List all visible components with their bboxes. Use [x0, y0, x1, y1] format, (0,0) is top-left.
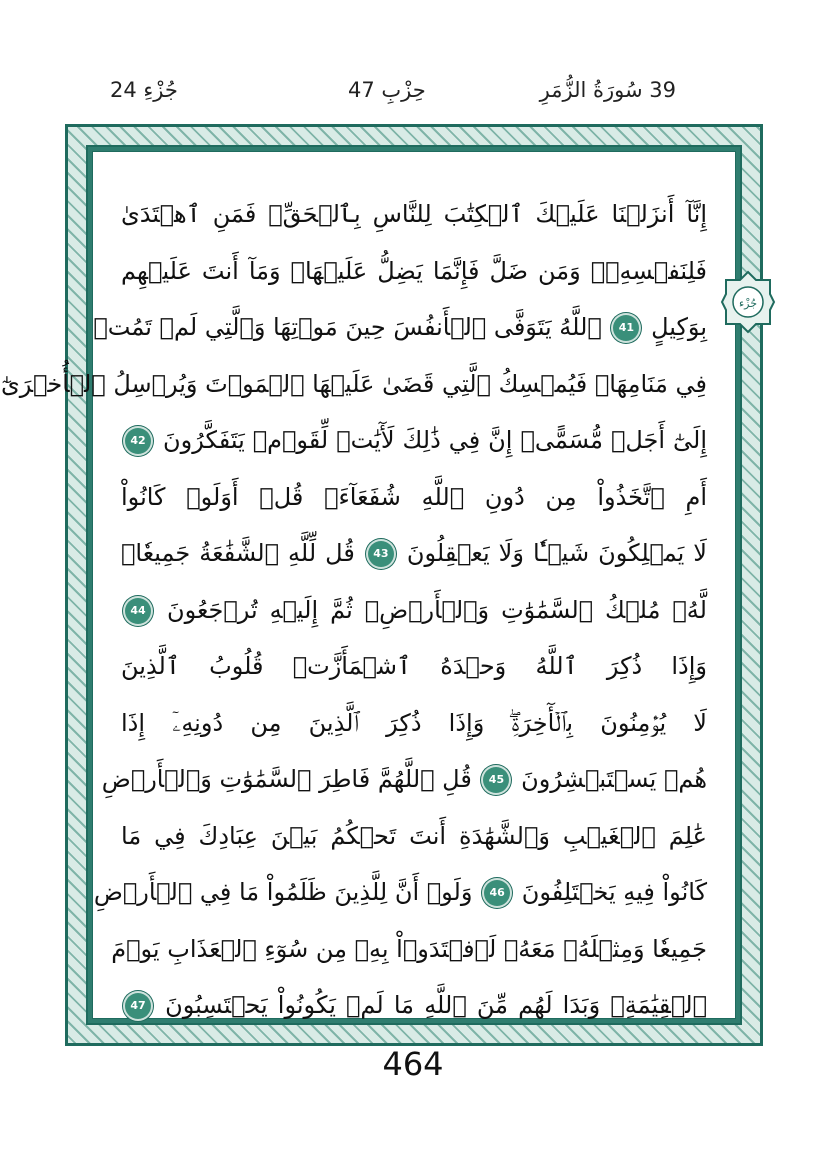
ayah-number-marker: 41	[613, 315, 639, 341]
ayah-number-marker: 43	[368, 541, 394, 567]
line-text-continued: ٱللَّهُ يَتَوَفَّى ٱلۡأَنفُسَ حِينَ مَوۡتِهَا وَٱلَّتِي لَمۡ تَمُتۡ	[93, 313, 602, 341]
quran-line	[121, 469, 707, 525]
line-text: هُمۡ يَسۡتَبۡشِرُونَ	[521, 765, 707, 793]
quran-line	[121, 638, 707, 694]
line-text: عَٰلِمَ ٱلۡغَيۡبِ وَٱلشَّهَٰدَةِ أَنتَ تَحۡكُمُ بَيۡنَ عِبَادِكَ فِي مَا	[121, 821, 707, 850]
line-text-continued: قُل لِّلَّهِ ٱلشَّفَٰعَةُ جَمِيعٗاۖ	[121, 539, 355, 567]
ayah-number-marker: 44	[125, 598, 151, 624]
juz-marker-icon	[720, 270, 776, 334]
line-text: فِي مَنَامِهَاۖ فَيُمۡسِكُ ٱلَّتِي قَضَىٰ عَلَيۡهَا ٱلۡمَوۡتَ وَيُرۡسِلُ ٱلۡأُخۡرَىٰٓ	[1, 369, 707, 398]
line-text: جَمِيعٗا وَمِثۡلَهُۥ مَعَهُۥ لَٱفۡتَدَوۡاْ بِهِۦ مِن سُوٓءِ ٱلۡعَذَابِ يَوۡمَ	[111, 934, 707, 963]
quran-line	[93, 864, 707, 920]
quran-line	[93, 299, 707, 355]
quran-line	[121, 582, 707, 638]
ayah-number-marker: 47	[125, 993, 151, 1019]
ayah-number-marker: 46	[484, 880, 510, 906]
line-text: فَلِنَفۡسِهِۦۖ وَمَن ضَلَّ فَإِنَّمَا يَضِلُّ عَلَيۡهَاۖ وَمَآ أَنتَ عَلَيۡهِم	[121, 256, 707, 285]
line-text: بِوَكِيلٍ	[651, 313, 707, 341]
line-text-continued: قُلِ ٱللَّهُمَّ فَاطِرَ ٱلسَّمَٰوَٰتِ وَٱلۡأَرۡضِ	[101, 765, 472, 793]
quran-line	[121, 808, 707, 864]
ornamental-frame	[1, 124, 763, 1046]
surah-title: 39 سُورَةُ الزُّمَرِ	[539, 78, 676, 102]
ayah-number-marker: 42	[125, 428, 151, 454]
line-text: إِنَّآ أَنزَلۡنَا عَلَيۡكَ ٱلۡكِتَٰبَ لِلنَّاسِ بِٱلۡحَقِّۖ فَمَنِ ٱهۡتَدَىٰ	[121, 200, 707, 228]
quran-line	[121, 977, 707, 1033]
line-text: وَإِذَا ذُكِرَ ٱللَّهُ وَحۡدَهُ ٱشۡمَأَزَّتۡ قُلُوبُ ٱلَّذِينَ	[121, 652, 707, 680]
page-header	[110, 78, 676, 112]
page-number: 464	[382, 1045, 444, 1083]
line-text: كَانُواْ فِيهِ يَخۡتَلِفُونَ	[521, 878, 707, 906]
line-text: أَمِ ٱتَّخَذُواْ مِن دُونِ ٱللَّهِ شُفَعَآءَۚ قُلۡ أَوَلَوۡ كَانُواْ	[121, 482, 707, 511]
juz-label: جُزْءِ 24	[110, 78, 178, 102]
quran-line	[121, 243, 707, 299]
quran-line	[121, 525, 707, 581]
line-text: ٱلۡقِيَٰمَةِۚ وَبَدَا لَهُم مِّنَ ٱللَّهِ مَا لَمۡ يَكُونُواْ يَحۡتَسِبُونَ	[165, 991, 707, 1019]
quran-line	[121, 695, 707, 751]
quran-text-area	[1, 186, 707, 1019]
line-text: لَا يُؤۡمِنُونَ بِٱلۡأٓخِرَةِۖ وَإِذَا ذُكِرَ ٱلَّذِينَ مِن دُونِهِۦٓ إِذَا	[121, 708, 707, 737]
quran-line	[111, 921, 707, 977]
quran-line	[121, 186, 707, 242]
line-text: إِلَىٰٓ أَجَلٖ مُّسَمًّىۚ إِنَّ فِي ذَٰلِكَ لَأٓيَٰتٖ لِّقَوۡمٖ يَتَفَكَّرُونَ	[162, 426, 707, 454]
frame-border	[1, 145, 742, 1025]
juz-badge-label: جُزْء	[738, 297, 758, 310]
quran-line	[101, 751, 707, 807]
quran-line	[1, 356, 707, 412]
quran-line	[121, 412, 707, 468]
ayah-number-marker: 45	[483, 767, 509, 793]
line-text-continued: وَلَوۡ أَنَّ لِلَّذِينَ ظَلَمُواْ مَا فِي ٱلۡأَرۡضِ	[93, 878, 473, 906]
hizb-label: حِزْبِ 47	[348, 78, 426, 102]
text-panel	[1, 151, 736, 1019]
line-text: لَا يَمۡلِكُونَ شَيۡـٔٗا وَلَا يَعۡقِلُونَ	[406, 539, 707, 567]
line-text: لَّهُۥ مُلۡكُ ٱلسَّمَٰوَٰتِ وَٱلۡأَرۡضِۖ ثُمَّ إِلَيۡهِ تُرۡجَعُونَ	[166, 595, 707, 624]
